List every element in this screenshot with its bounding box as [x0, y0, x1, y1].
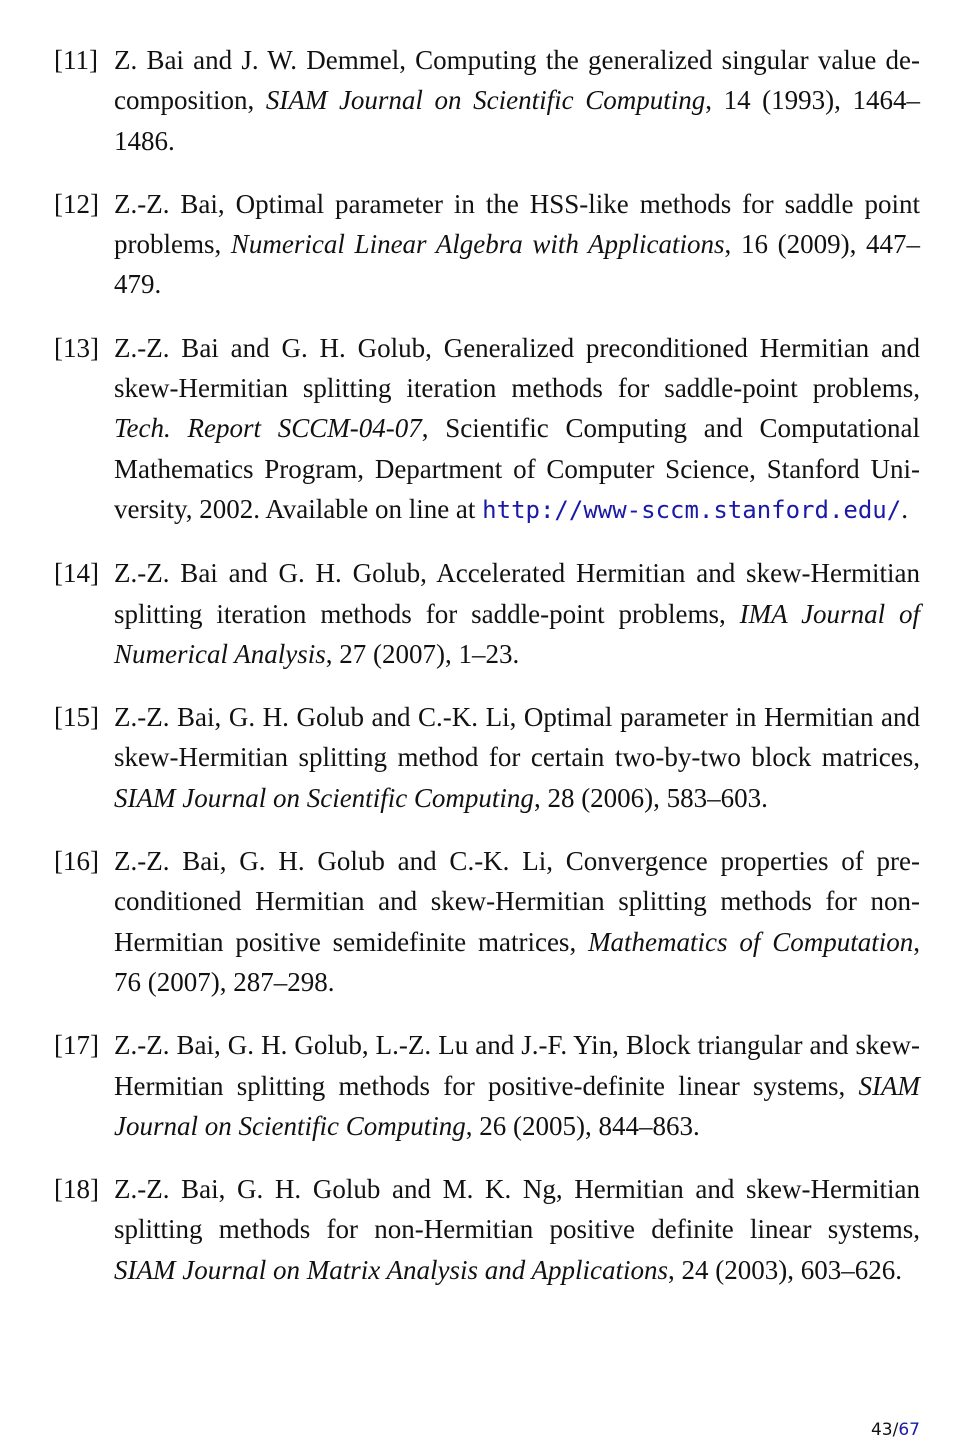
reference-text	[114, 1025, 920, 1146]
reference-text	[114, 40, 920, 161]
reference-authors-title: Z.-Z. Bai, Optimal parameter in the HSS-like methods for saddle point problems,	[114, 188, 920, 260]
reference-details: , 14 (1993), 1464–1486.	[114, 85, 921, 156]
page-current: 43	[870, 1420, 893, 1440]
reference-details: , 24 (2003), 603–626.	[667, 1254, 902, 1285]
reference-authors-title: Z. Bai and J. W. Demmel, Computing the generalized singular value decomposition,	[114, 45, 920, 116]
reference-list	[54, 40, 920, 1313]
reference-item-18	[54, 1169, 920, 1290]
reference-authors-title: Z.-Z. Bai, G. H. Golub and M. K. Ng, Hermitian and skew-Hermitian splitting methods for non-Hermitian positive definite linear systems,	[114, 1174, 920, 1245]
reference-item-16	[54, 841, 920, 1002]
page-number	[871, 1420, 920, 1440]
reference-text	[114, 841, 920, 1002]
reference-text	[114, 328, 920, 530]
reference-number: [18]	[54, 1174, 99, 1205]
reference-details: , 16 (2009), 447–479.	[114, 229, 920, 300]
reference-number: [12]	[54, 188, 99, 219]
reference-number: [14]	[54, 558, 99, 589]
reference-authors-title: Z.-Z. Bai and G. H. Golub, Accelerated Hermitian and skew-Hermitian splitting iteration methods for saddle-point problems,	[114, 558, 920, 629]
reference-details: , Scientific Computing and Computational Mathematics Program, Department of Computer Science, Stanford University, 2002. Available on line at	[114, 413, 921, 524]
reference-number: [17]	[54, 1030, 99, 1061]
reference-venue: Numerical Linear Algebra with Applications	[230, 229, 725, 260]
reference-text	[114, 184, 920, 305]
reference-text	[114, 697, 920, 818]
reference-venue: SIAM Journal on Matrix Analysis and Applications	[114, 1254, 668, 1285]
reference-item-17	[54, 1025, 920, 1146]
reference-item-14	[54, 553, 920, 674]
reference-url-link[interactable]: http://www-sccm.stanford.edu/	[482, 495, 902, 524]
reference-details: , 76 (2007), 287–298.	[114, 926, 921, 997]
reference-authors-title: Z.-Z. Bai, G. H. Golub and C.-K. Li, Convergence properties of preconditioned Hermitian and skew-Hermitian splitting methods for non-Hermitian positive semidefinite matrices,	[114, 846, 920, 957]
reference-venue: Tech. Report SCCM-04-07	[114, 413, 422, 444]
reference-text	[114, 1169, 920, 1290]
reference-url-tail: .	[901, 493, 908, 524]
reference-venue: SIAM Journal on Scientific Computing	[114, 1070, 920, 1141]
reference-details: , 27 (2007), 1–23.	[325, 638, 520, 669]
reference-item-11	[54, 40, 920, 161]
reference-text	[114, 553, 920, 674]
reference-venue: SIAM Journal on Scientific Computing	[265, 85, 706, 116]
reference-details: , 26 (2005), 844–863.	[465, 1110, 700, 1141]
page-separator: /	[892, 1420, 899, 1440]
page-total-link[interactable]: 67	[898, 1420, 920, 1440]
reference-authors-title: Z.-Z. Bai, G. H. Golub and C.-K. Li, Optimal parameter in Hermitian and skew-Hermitian splitting method for certain two-by-two block matrices,	[114, 702, 920, 773]
reference-authors-title: Z.-Z. Bai, G. H. Golub, L.-Z. Lu and J.-F. Yin, Block triangular and skew-Hermitian splitting methods for positive-definite linear systems,	[114, 1030, 920, 1101]
reference-item-13	[54, 328, 920, 530]
reference-item-12	[54, 184, 920, 305]
reference-venue: Mathematics of Computation	[588, 926, 914, 957]
reference-number: [13]	[54, 332, 99, 363]
reference-item-15	[54, 697, 920, 818]
reference-number: [15]	[54, 702, 99, 733]
reference-details: , 28 (2006), 583–603.	[533, 782, 768, 813]
reference-venue: IMA Journal of Numerical Analysis	[114, 598, 920, 669]
reference-authors-title: Z.-Z. Bai and G. H. Golub, Generalized preconditioned Hermitian and skew-Hermitian splitting iteration methods for saddle-point problems,	[114, 332, 920, 404]
reference-number: [11]	[54, 45, 98, 75]
reference-number: [16]	[54, 846, 99, 877]
reference-venue: SIAM Journal on Scientific Computing	[114, 782, 534, 813]
